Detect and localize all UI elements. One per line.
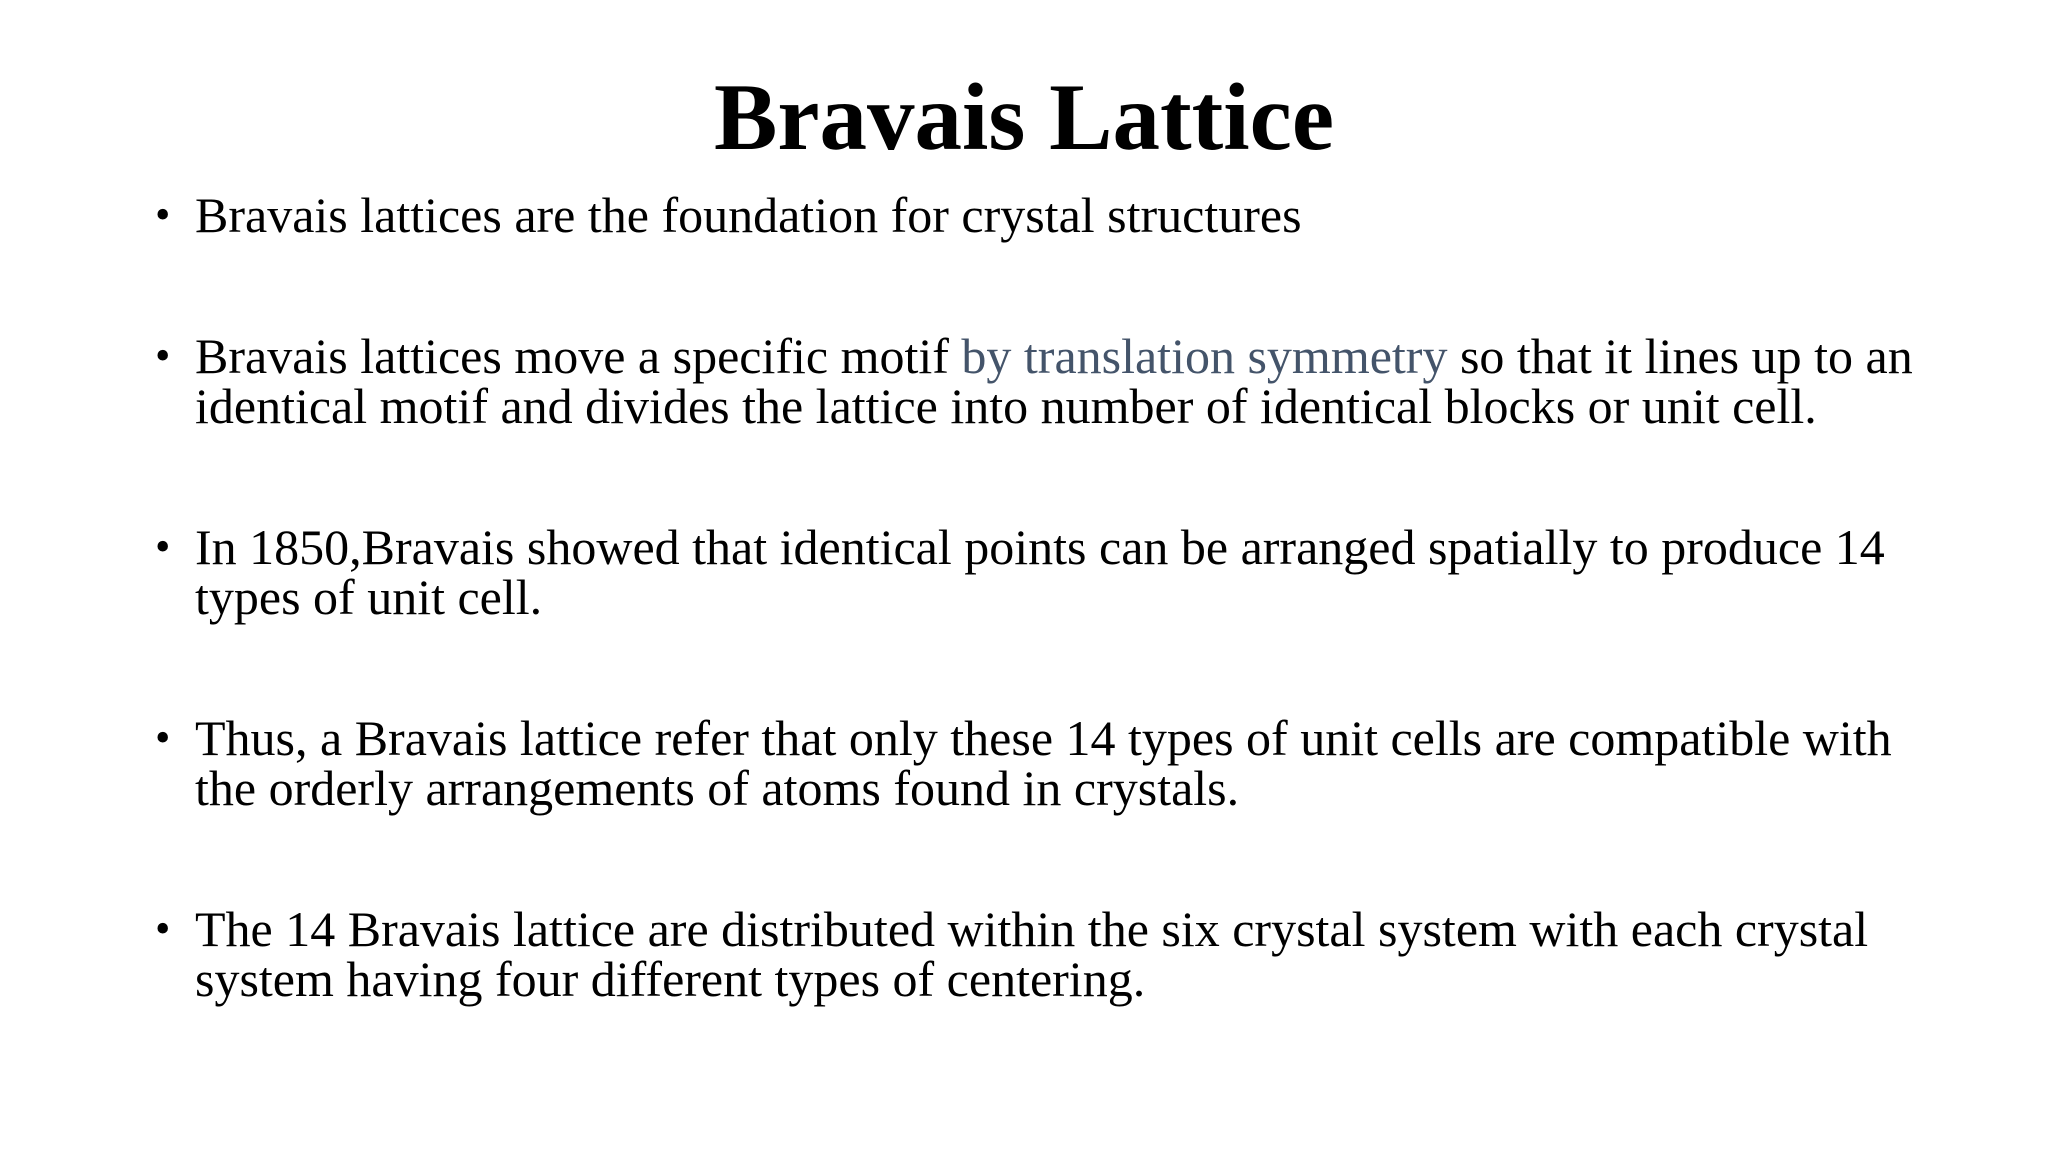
bullet-dot-icon: • [155, 190, 171, 239]
bullet-dot-icon: • [155, 522, 171, 571]
bullet-dot-icon: • [155, 331, 171, 380]
bullet-item-1 [155, 187, 1955, 243]
bullet-item-2 [155, 328, 1955, 434]
bullet-text-after: so that it lines up to an identical motif and divides the lattice into number of identical blocks or unit cell. [195, 328, 1913, 434]
bullet-dot-icon: • [155, 904, 171, 953]
bullet-text: Bravais lattices are the foundation for crystal structures [195, 187, 1302, 243]
bullet-item-5 [155, 901, 1955, 1007]
slide-title: Bravais Lattice [713, 64, 1334, 170]
bullet-text-before: Bravais lattices move a specific motif [195, 328, 962, 384]
bullet-item-4 [155, 710, 1955, 816]
bullet-text: The 14 Bravais lattice are distributed within the six crystal system with each crystal system having four different types of centering. [195, 901, 1869, 1007]
bullet-dot-icon: • [155, 713, 171, 762]
bullet-item-3 [155, 519, 1955, 625]
bullet-text: In 1850,Bravais showed that identical points can be arranged spatially to produce 14 types of unit cell. [195, 519, 1885, 625]
bullet-highlight-text: by translation symmetry [961, 328, 1448, 384]
bullet-text: Thus, a Bravais lattice refer that only these 14 types of unit cells are compatible with the orderly arrangements of atoms found in crystals. [195, 710, 1892, 816]
